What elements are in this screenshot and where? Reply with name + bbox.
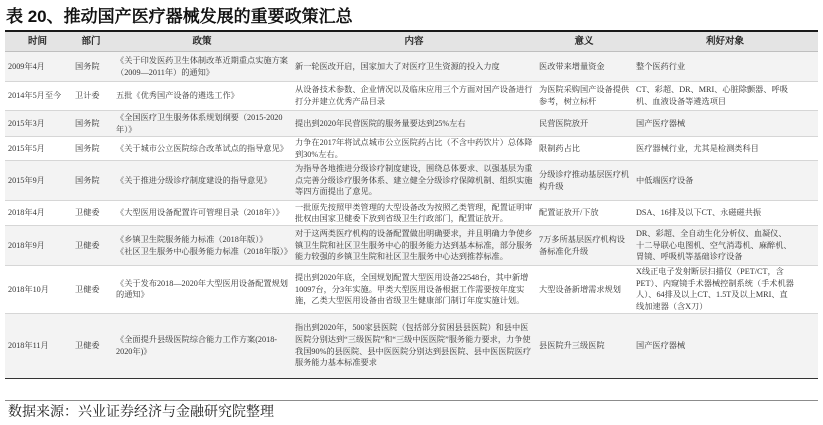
cell-content: 为指导各地推进分级诊疗制度建设，围绕总体要求、以强基层为重点完善分级诊疗服务体系、建立健全分级诊疗保障机制、组织实施等四方面提出了意见。 bbox=[292, 161, 536, 201]
table-row bbox=[5, 201, 818, 226]
cell-meaning: 为医院采购国产设备提供参考，树立标杆 bbox=[536, 82, 632, 111]
cell-department: 国务院 bbox=[70, 137, 112, 161]
table-row bbox=[5, 161, 818, 201]
header-time: 时间 bbox=[5, 32, 70, 52]
cell-beneficiary: 国产医疗器械 bbox=[632, 313, 818, 378]
table-row bbox=[5, 266, 818, 313]
cell-policy: 《关于印发医药卫生体制改革近期重点实施方案（2009—2011年）的通知》 bbox=[112, 52, 292, 82]
cell-content: 从设备技术参数、企业情况以及临床应用三个方面对国产设备进行打分并建立优秀产品目录 bbox=[292, 82, 536, 111]
cell-time: 2014年5月至今 bbox=[5, 82, 70, 111]
cell-meaning: 7万多所基层医疗机构设备标准化升级 bbox=[536, 226, 632, 266]
cell-beneficiary: 国产医疗器械 bbox=[632, 111, 818, 137]
header-meaning: 意义 bbox=[536, 32, 632, 52]
cell-department: 卫健委 bbox=[70, 201, 112, 226]
cell-beneficiary: DR、彩超、全自动生化分析仪、血凝仪、十二导联心电图机、空气消毒机、麻醉机、胃镜、呼吸机等基础诊疗设备 bbox=[632, 226, 818, 266]
cell-policy: 《全面提升县级医院综合能力工作方案(2018-2020年)》 bbox=[112, 313, 292, 378]
table-row bbox=[5, 52, 818, 82]
cell-beneficiary: X线正电子发射断层扫描仪（PET/CT，含PET）、内窥镜手术器械控制系统（手术机器人）、64排及以上CT、1.5T及以上MRI、直线加速器（含X刀） bbox=[632, 266, 818, 313]
cell-meaning: 大型设备新增需求规划 bbox=[536, 266, 632, 313]
cell-beneficiary: 医疗器械行业，尤其是检测类科目 bbox=[632, 137, 818, 161]
cell-meaning: 民营医院放开 bbox=[536, 111, 632, 137]
cell-beneficiary: CT、彩超、DR、MRI、心脏除颤器、呼吸机、血液设备等遴选项目 bbox=[632, 82, 818, 111]
cell-time: 2015年9月 bbox=[5, 161, 70, 201]
cell-meaning: 县医院升三级医院 bbox=[536, 313, 632, 378]
cell-time: 2018年9月 bbox=[5, 226, 70, 266]
cell-content: 提出到2020年底，全国规划配置大型医用设备22548台，其中新增10097台，分3年实施。甲类大型医用设备根据工作需要按年度实施，乙类大型医用设备由省级卫生健康部门制订年度实施计划。 bbox=[292, 266, 536, 313]
cell-time: 2015年5月 bbox=[5, 137, 70, 161]
cell-content: 一批原先按照甲类管理的大型设备改为按照乙类管理，配置证明审批权由国家卫健委下放到省级卫生行政部门，配置证放开。 bbox=[292, 201, 536, 226]
cell-content: 提出到2020年民营医院的服务量要达到25%左右 bbox=[292, 111, 536, 137]
cell-meaning: 配置证放开/下放 bbox=[536, 201, 632, 226]
cell-time: 2018年4月 bbox=[5, 201, 70, 226]
cell-policy: 《关于推进分级诊疗制度建设的指导意见》 bbox=[112, 161, 292, 201]
cell-content: 对于这两类医疗机构的设备配置做出明确要求，并且明确力争使乡镇卫生院和社区卫生服务中心的服务能力达到基本标准，部分服务能力较强的乡镇卫生院和社区卫生服务中心达到推荐标准。 bbox=[292, 226, 536, 266]
table-row bbox=[5, 111, 818, 137]
header-row bbox=[5, 32, 818, 52]
cell-meaning: 分级诊疗推动基层医疗机构升级 bbox=[536, 161, 632, 201]
cell-policy: 《关于发布2018—2020年大型医用设备配置规划的通知》 bbox=[112, 266, 292, 313]
cell-department: 卫计委 bbox=[70, 82, 112, 111]
cell-content: 力争在2017年将试点城市公立医院药占比（不含中药饮片）总体降到30%左右。 bbox=[292, 137, 536, 161]
header-content: 内容 bbox=[292, 32, 536, 52]
table-row bbox=[5, 313, 818, 378]
cell-meaning: 医改带来增量资金 bbox=[536, 52, 632, 82]
cell-department: 国务院 bbox=[70, 161, 112, 201]
header-beneficiary: 利好对象 bbox=[632, 32, 818, 52]
footer-rule bbox=[5, 400, 818, 401]
cell-department: 国务院 bbox=[70, 111, 112, 137]
cell-time: 2009年4月 bbox=[5, 52, 70, 82]
header-policy: 政策 bbox=[112, 32, 292, 52]
cell-content: 新一轮医改开启，国家加大了对医疗卫生资源的投入力度 bbox=[292, 52, 536, 82]
cell-content: 指出到2020年，500家县医院（包括部分贫困县县医院）和县中医医院分别达到“三级医院”和“三级中医医院”服务能力要求，力争使我国90%的县医院、县中医医院分别达到县医院、县中医医院医疗服务能力基本标准要求 bbox=[292, 313, 536, 378]
header-department: 部门 bbox=[70, 32, 112, 52]
cell-time: 2015年3月 bbox=[5, 111, 70, 137]
cell-beneficiary: DSA、16排及以下CT、永磁磁共振 bbox=[632, 201, 818, 226]
cell-beneficiary: 中低端医疗设备 bbox=[632, 161, 818, 201]
source-note: 数据来源：兴业证券经济与金融研究院整理 bbox=[8, 405, 274, 420]
cell-department: 卫健委 bbox=[70, 226, 112, 266]
cell-policy: 《全国医疗卫生服务体系规划纲要（2015-2020年）》 bbox=[112, 111, 292, 137]
cell-beneficiary: 整个医药行业 bbox=[632, 52, 818, 82]
table-row bbox=[5, 137, 818, 161]
cell-meaning: 限制药占比 bbox=[536, 137, 632, 161]
cell-time: 2018年10月 bbox=[5, 266, 70, 313]
cell-policy: 五批《优秀国产设备的遴选工作》 bbox=[112, 82, 292, 111]
table-row bbox=[5, 226, 818, 266]
table-row bbox=[5, 82, 818, 111]
cell-policy: 《乡镇卫生院服务能力标准（2018年版）》 《社区卫生服务中心服务能力标准（2018年版）》 bbox=[112, 226, 292, 266]
cell-policy: 《大型医用设备配置许可管理目录（2018年）》 bbox=[112, 201, 292, 226]
cell-department: 卫健委 bbox=[70, 313, 112, 378]
cell-department: 国务院 bbox=[70, 52, 112, 82]
cell-time: 2018年11月 bbox=[5, 313, 70, 378]
table-title: 表 20、推动国产医疗器械发展的重要政策汇总 bbox=[6, 7, 353, 26]
cell-policy: 《关于城市公立医院综合改革试点的指导意见》 bbox=[112, 137, 292, 161]
policy-table bbox=[5, 32, 818, 379]
cell-department: 卫健委 bbox=[70, 266, 112, 313]
